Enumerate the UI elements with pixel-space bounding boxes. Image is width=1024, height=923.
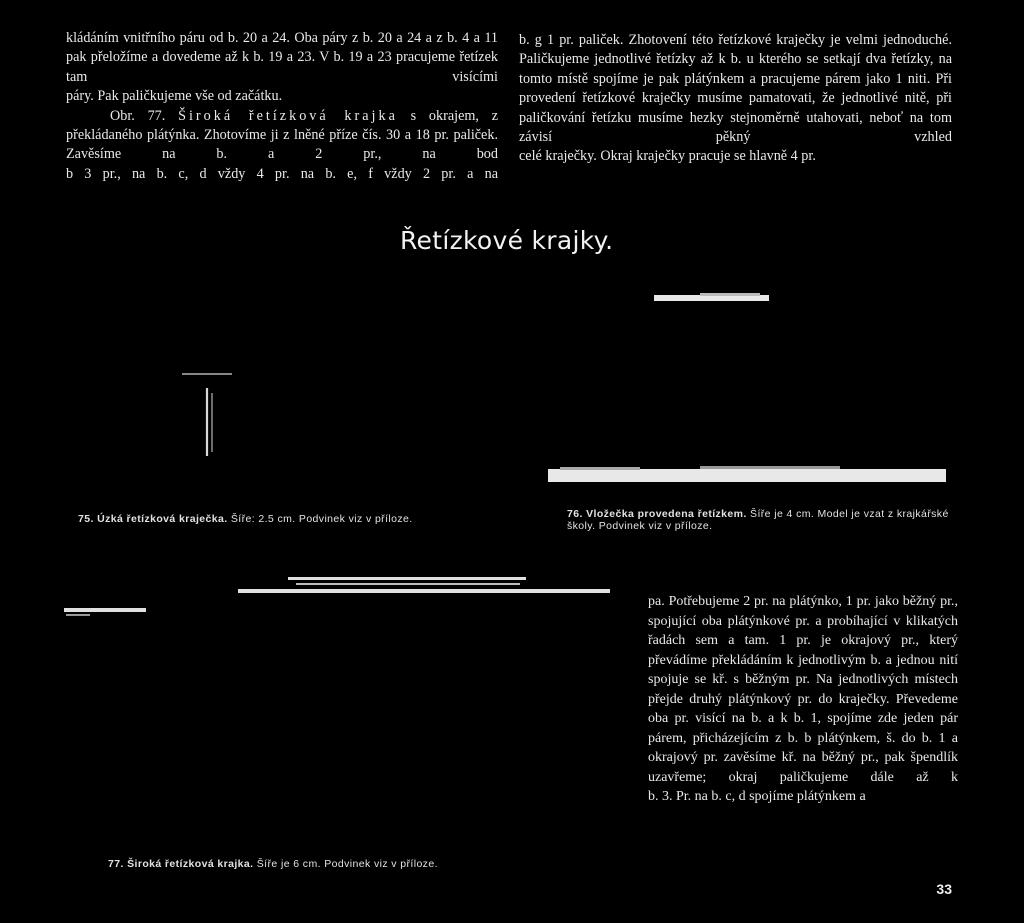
figure-77-remnant (64, 577, 610, 616)
caption-title: 77. Široká řetízková krajka. (108, 858, 254, 870)
text-column-bottom-right (648, 592, 958, 807)
spaced-title: Široká řetízková krajka (178, 107, 398, 124)
text-column-top-left (66, 29, 498, 184)
paragraph-text: s okrajem, z překládaného plátýnka. Zhotovíme ji z lněné příze čís. 30 a 18 pr. paliček. Zavěsíme na b. a 2 pr., na bod (66, 107, 499, 163)
figure-reference: Obr. 77. (110, 107, 166, 124)
figure-77-caption (108, 858, 438, 870)
paragraph: kládáním vnitřního páru od b. 20 a 24. Oba páry z b. 20 a 24 a z b. 4 a 11 pak přeložíme a dovedeme až k b. 19 a 23. V b. 19 a 23 pracujeme řetízek tam visícími (66, 30, 498, 85)
page-number: 33 (936, 881, 952, 897)
caption-text: Šíře je 4 cm. Model je vzat z krajkářské školy. Podvinek viz v příloze. (567, 508, 949, 532)
paragraph: b 3 pr., na b. c, d vždy 4 pr. na b. e, f vždy 2 pr. a na (66, 165, 498, 182)
paragraph (66, 107, 498, 165)
text-column-top-right (519, 31, 952, 167)
caption-title: 76. Vložečka provedena řetízkem. (567, 508, 747, 520)
paragraph: b. g 1 pr. paliček. Zhotovení této řetízkové kraječky je velmi jednoduché. Paličkujeme jednotlivé řetízky až k b. u kterého se setkají dva řetízky, na tomto místě spojíme je pak plátýnkem a pracujeme párem jako 1 niti. Při provedení řetízkové kraječky musíme pamatovati, že jednotlivé nitě, při paličkování řetízku musíme hezky stejnoměrně utahovati, neboť na tom závisí pěkný vzhled (519, 32, 952, 146)
figure-75-caption (78, 513, 413, 525)
caption-title: 75. Úzká řetízková kraječka. (78, 513, 228, 525)
caption-text: Šíře: 2.5 cm. Podvinek viz v příloze. (230, 513, 413, 525)
paragraph: pa. Potřebujeme 2 pr. na plátýnko, 1 pr. jako běžný pr., spojující oba plátýnkové pr. a probíhající v klikatých řadách sem a tam. 1 pr. je okrajový pr., který převádíme překládáním k jednotlivým b. a jednou nití spojuje se kř. s běžným pr. Na jednotlivých místech přejde druhý plátýnkový pr. do kraječky. Převedeme oba pr. visící na b. a k b. 1, spojíme zde jeden pár párem, přicházejícím z b. b plátýnkem, š. do b. 1 a okrajový pr. zavěsíme kř. na běžný pr., pak špendlík uzavřeme; okraj paličkujeme dále až k (648, 594, 958, 785)
paragraph: b. 3. Pr. na b. c, d spojíme plátýnkem a (648, 789, 866, 804)
paragraph: celé kraječky. Okraj kraječky pracuje se hlavně 4 pr. (519, 148, 816, 165)
caption-text: Šíře je 6 cm. Podvinek viz v příloze. (256, 858, 438, 870)
figure-75-remnant (182, 374, 232, 456)
section-heading: Řetízkové krajky. (400, 226, 614, 255)
paragraph: páry. Pak paličkujeme vše od začátku. (66, 88, 283, 105)
figure-76-remnant (548, 293, 946, 482)
figure-76-caption (567, 508, 967, 532)
